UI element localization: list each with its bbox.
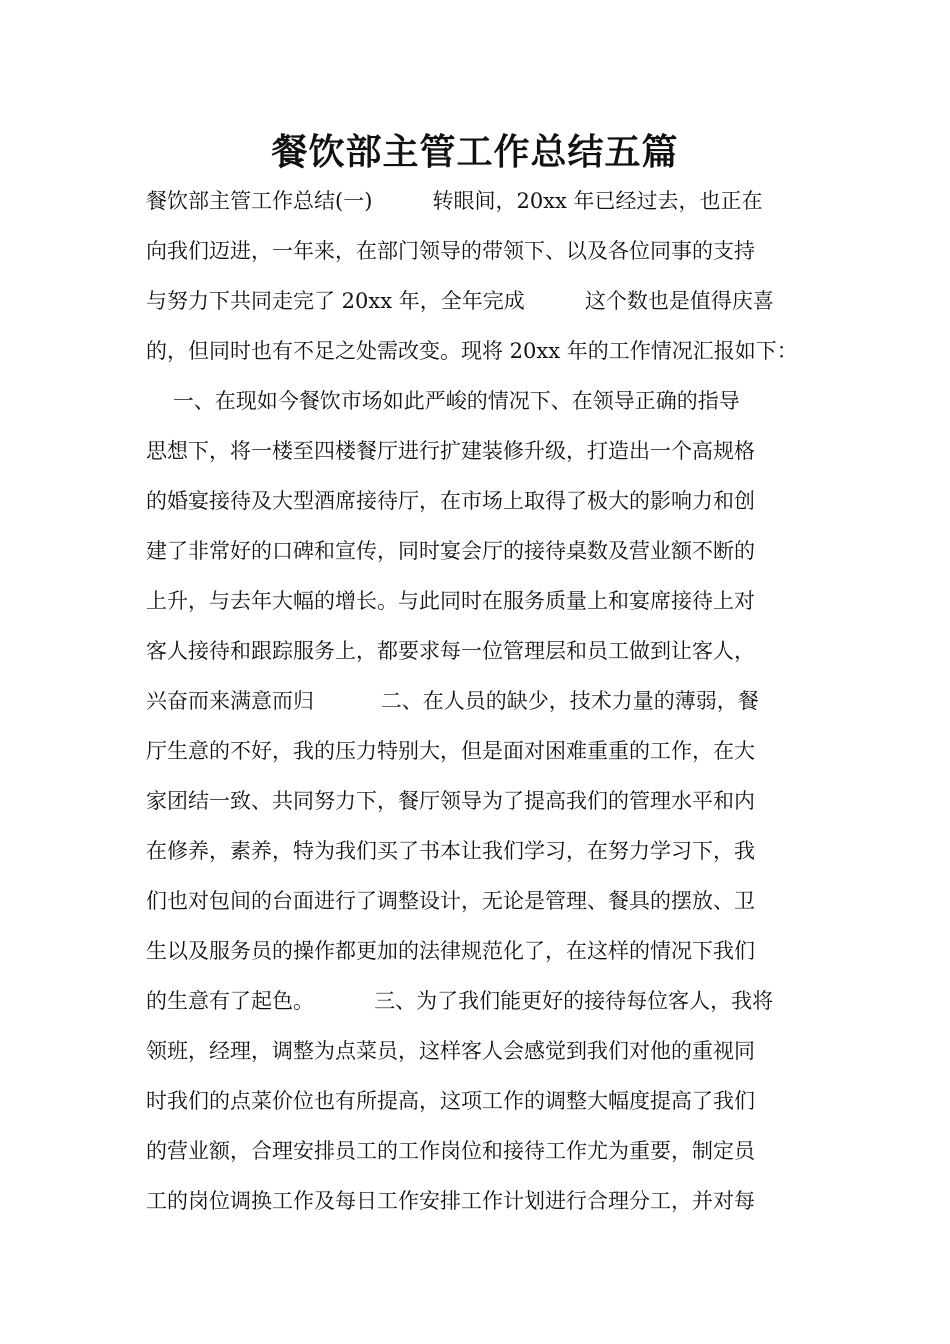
- text-line-5: 一、在现如今餐饮市场如此严峻的情况下、在领导正确的指导: [146, 389, 740, 413]
- text-line-11: 兴奋而来满意而归 二、在人员的缺少，技术力量的薄弱，餐: [146, 689, 759, 713]
- text-line-3: 与努力下共同走完了 20xx 年，全年完成 这个数也是值得庆喜: [146, 289, 774, 313]
- text-line-17: 的生意有了起色。 三、为了我们能更好的接待每位客人，我将: [146, 989, 774, 1013]
- text-line-4: 的，但同时也有不足之处需改变。现将 20xx 年的工作情况汇报如下：: [146, 339, 798, 363]
- text-line-21: 工的岗位调换工作及每日工作安排工作计划进行合理分工，并对每: [146, 1189, 755, 1213]
- text-line-15: 们也对包间的台面进行了调整设计，无论是管理、餐具的摆放、卫: [146, 889, 755, 913]
- text-line-16: 生以及服务员的操作都更加的法律规范化了，在这样的情况下我们: [146, 939, 755, 963]
- text-line-6: 思想下，将一楼至四楼餐厅进行扩建装修升级，打造出一个高规格: [146, 439, 755, 463]
- text-line-10: 客人接待和跟踪服务上，都要求每一位管理层和员工做到让客人，: [146, 639, 755, 663]
- text-line-1: 餐饮部主管工作总结(一) 转眼间，20xx 年已经过去，也正在: [146, 189, 763, 213]
- text-line-7: 的婚宴接待及大型酒席接待厅，在市场上取得了极大的影响力和创: [146, 489, 755, 513]
- text-line-8: 建了非常好的口碑和宣传，同时宴会厅的接待桌数及营业额不断的: [146, 539, 755, 563]
- text-line-19: 时我们的点菜价位也有所提高，这项工作的调整大幅度提高了我们: [146, 1089, 755, 1113]
- text-line-18: 领班，经理，调整为点菜员，这样客人会感觉到我们对他的重视同: [146, 1039, 755, 1063]
- text-line-13: 家团结一致、共同努力下，餐厅领导为了提高我们的管理水平和内: [146, 789, 755, 813]
- text-line-14: 在修养，素养，特为我们买了书本让我们学习，在努力学习下，我: [146, 839, 755, 863]
- text-line-2: 向我们迈进，一年来，在部门领导的带领下、以及各位同事的支持: [146, 239, 755, 263]
- text-line-12: 厅生意的不好，我的压力特别大，但是面对困难重重的工作，在大: [146, 739, 755, 763]
- text-line-20: 的营业额，合理安排员工的工作岗位和接待工作尤为重要，制定员: [146, 1139, 755, 1163]
- document-title: 餐饮部主管工作总结五篇: [271, 132, 679, 173]
- text-line-9: 上升，与去年大幅的增长。与此同时在服务质量上和宴席接待上对: [146, 589, 755, 613]
- document-body: [146, 176, 808, 1226]
